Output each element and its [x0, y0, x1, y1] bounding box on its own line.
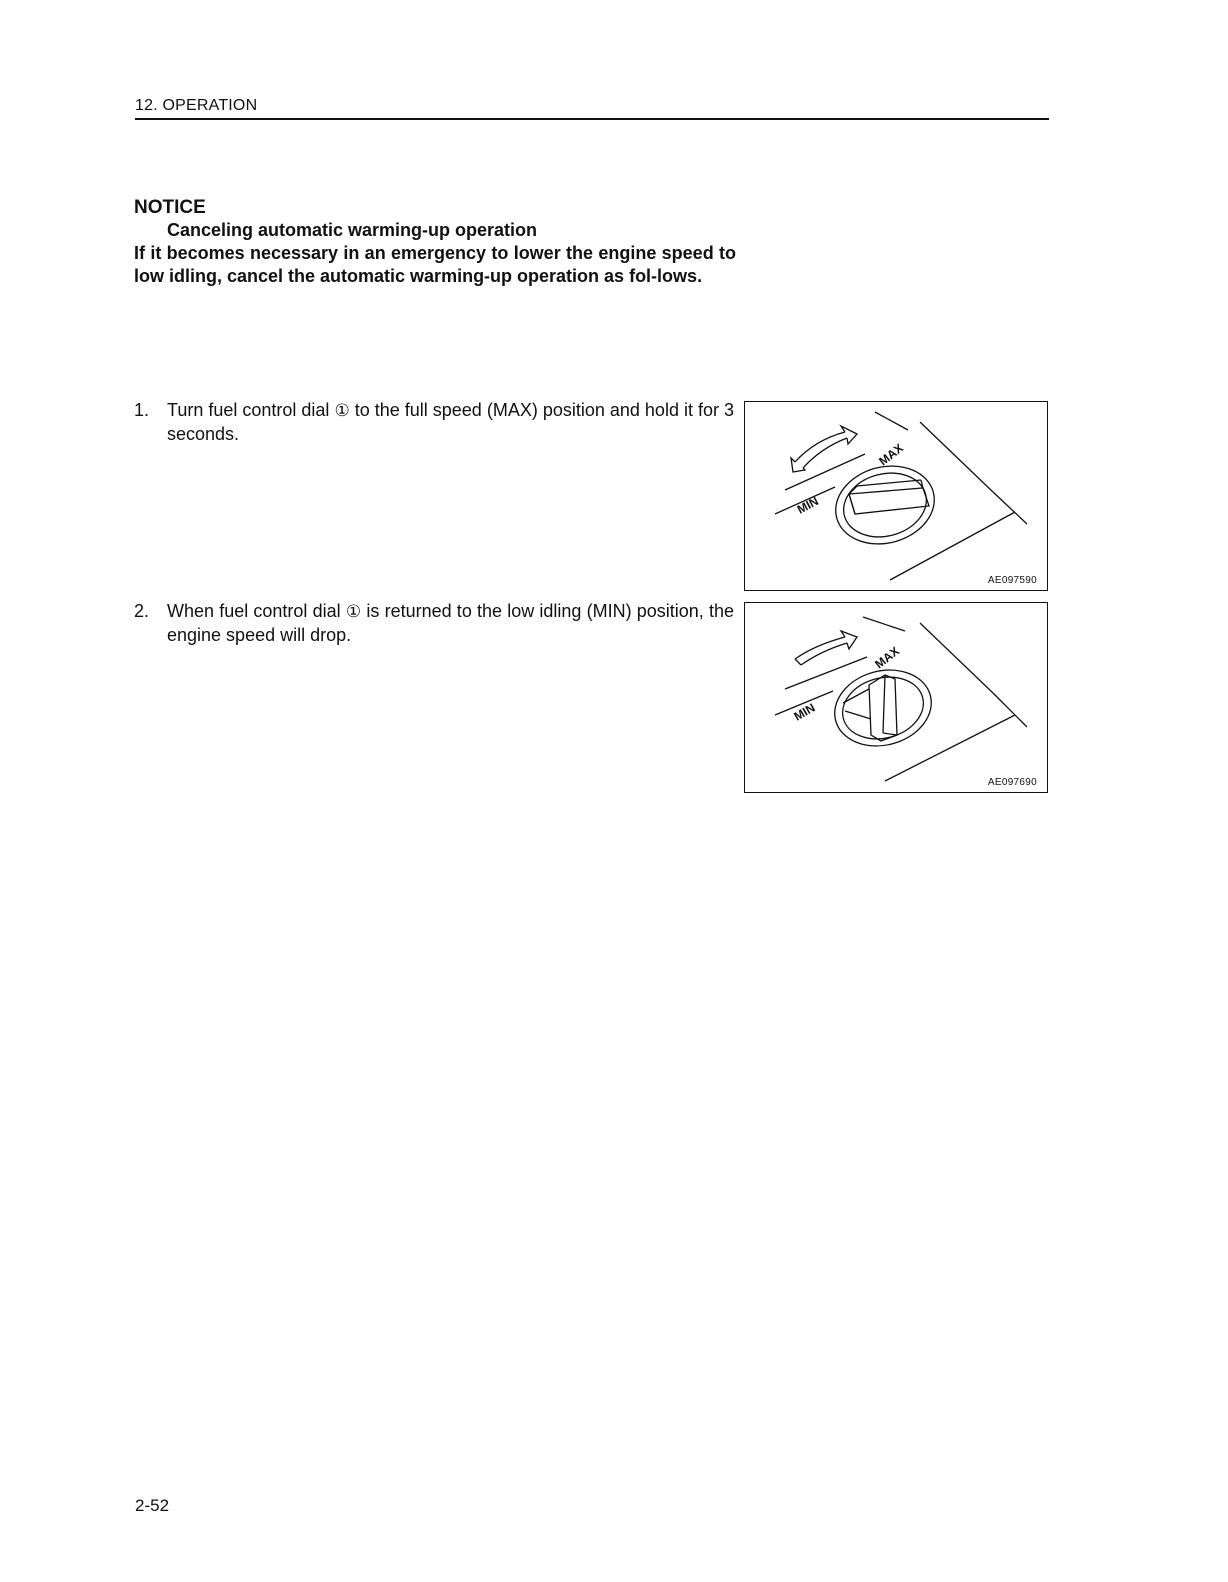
step-text-after: is returned to the low idling (MIN) position, the engine speed will drop.	[167, 601, 735, 645]
notice-title: NOTICE	[134, 197, 206, 218]
min-label: MIN	[794, 493, 821, 517]
fuel-dial-min-figure	[744, 602, 1048, 793]
notice-body: If it becomes necessary in an emergency to lower the engine speed to low idling, cancel the automatic warming-up operation as fol-lows.	[134, 243, 736, 286]
figure-code: AE097590	[987, 575, 1037, 586]
fuel-dial-max-figure	[744, 401, 1048, 591]
min-label: MIN	[791, 700, 818, 724]
step-2	[134, 600, 734, 646]
notice-subtitle: Canceling automatic warming-up operation	[167, 220, 538, 240]
dial-marker: ①	[345, 602, 362, 622]
section-header: 12. OPERATION	[135, 97, 258, 114]
step-1	[134, 399, 734, 445]
dial-marker: ①	[334, 401, 350, 421]
max-label: MAX	[872, 643, 902, 672]
step-number: 2.	[134, 601, 150, 621]
figure-code: AE097690	[987, 777, 1037, 788]
step-text-before: When fuel control dial	[167, 601, 346, 621]
step-number: 1.	[134, 400, 150, 420]
step-text-after: to the full speed (MAX) position and hold it for 3 seconds.	[167, 400, 734, 444]
step-text-before: Turn fuel control dial	[167, 400, 335, 420]
page-number: 2-52	[135, 1496, 170, 1515]
step-text	[167, 600, 734, 646]
fuel-dial-min-illustration	[745, 603, 1047, 792]
max-label: MAX	[876, 440, 906, 469]
step-text	[167, 399, 734, 445]
fuel-dial-max-illustration	[745, 402, 1047, 590]
header-rule	[135, 118, 1049, 120]
